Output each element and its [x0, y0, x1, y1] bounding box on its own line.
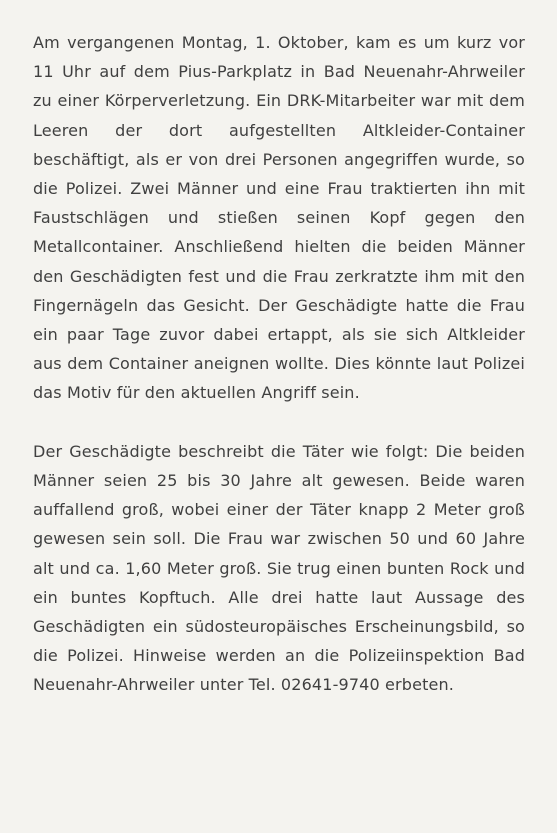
article-paragraph-2: Der Geschädigte beschreibt die Täter wie folgt: Die beiden Männer seien 25 bis 30 Jahre alt gewesen. Beide waren auffallend groß, wobei einer der Täter knapp 2 Meter groß gewesen sein soll. Die Frau war zwischen 50 und 60 Jahre alt und ca. 1,60 Meter groß. Sie trug einen bunten Rock und ein buntes Kopftuch. Alle drei hatte laut Aussage des Geschädigten ein südosteuropäisches Erscheinungsbild, so die Polizei. Hinweise werden an die Polizeiinspektion Bad Neuenahr-Ahrweiler unter Tel. 02641-9740 erbeten.: [33, 441, 525, 695]
article-body: [33, 28, 525, 700]
article-paragraph-1: Am vergangenen Montag, 1. Oktober, kam es um kurz vor 11 Uhr auf dem Pius-Parkplatz in Bad Neuenahr-Ahrweiler zu einer Körperverletzung. Ein DRK-Mitarbeiter war mit dem Leeren der dort aufgestellten Altkleider-Container beschäftigt, als er von drei Personen angegriffen wurde, so die Polizei. Zwei Männer und eine Frau traktierten ihn mit Faustschlägen und stießen seinen Kopf gegen den Metallcontainer. Anschließend hielten die beiden Männer den Geschädigten fest und die Frau zerkratzte ihm mit den Fingernägeln das Gesicht. Der Geschädigte hatte die Frau ein paar Tage zuvor dabei ertappt, als sie sich Altkleider aus dem Container aneignen wollte. Dies könnte laut Polizei das Motiv für den aktuellen Angriff sein.: [33, 33, 525, 403]
